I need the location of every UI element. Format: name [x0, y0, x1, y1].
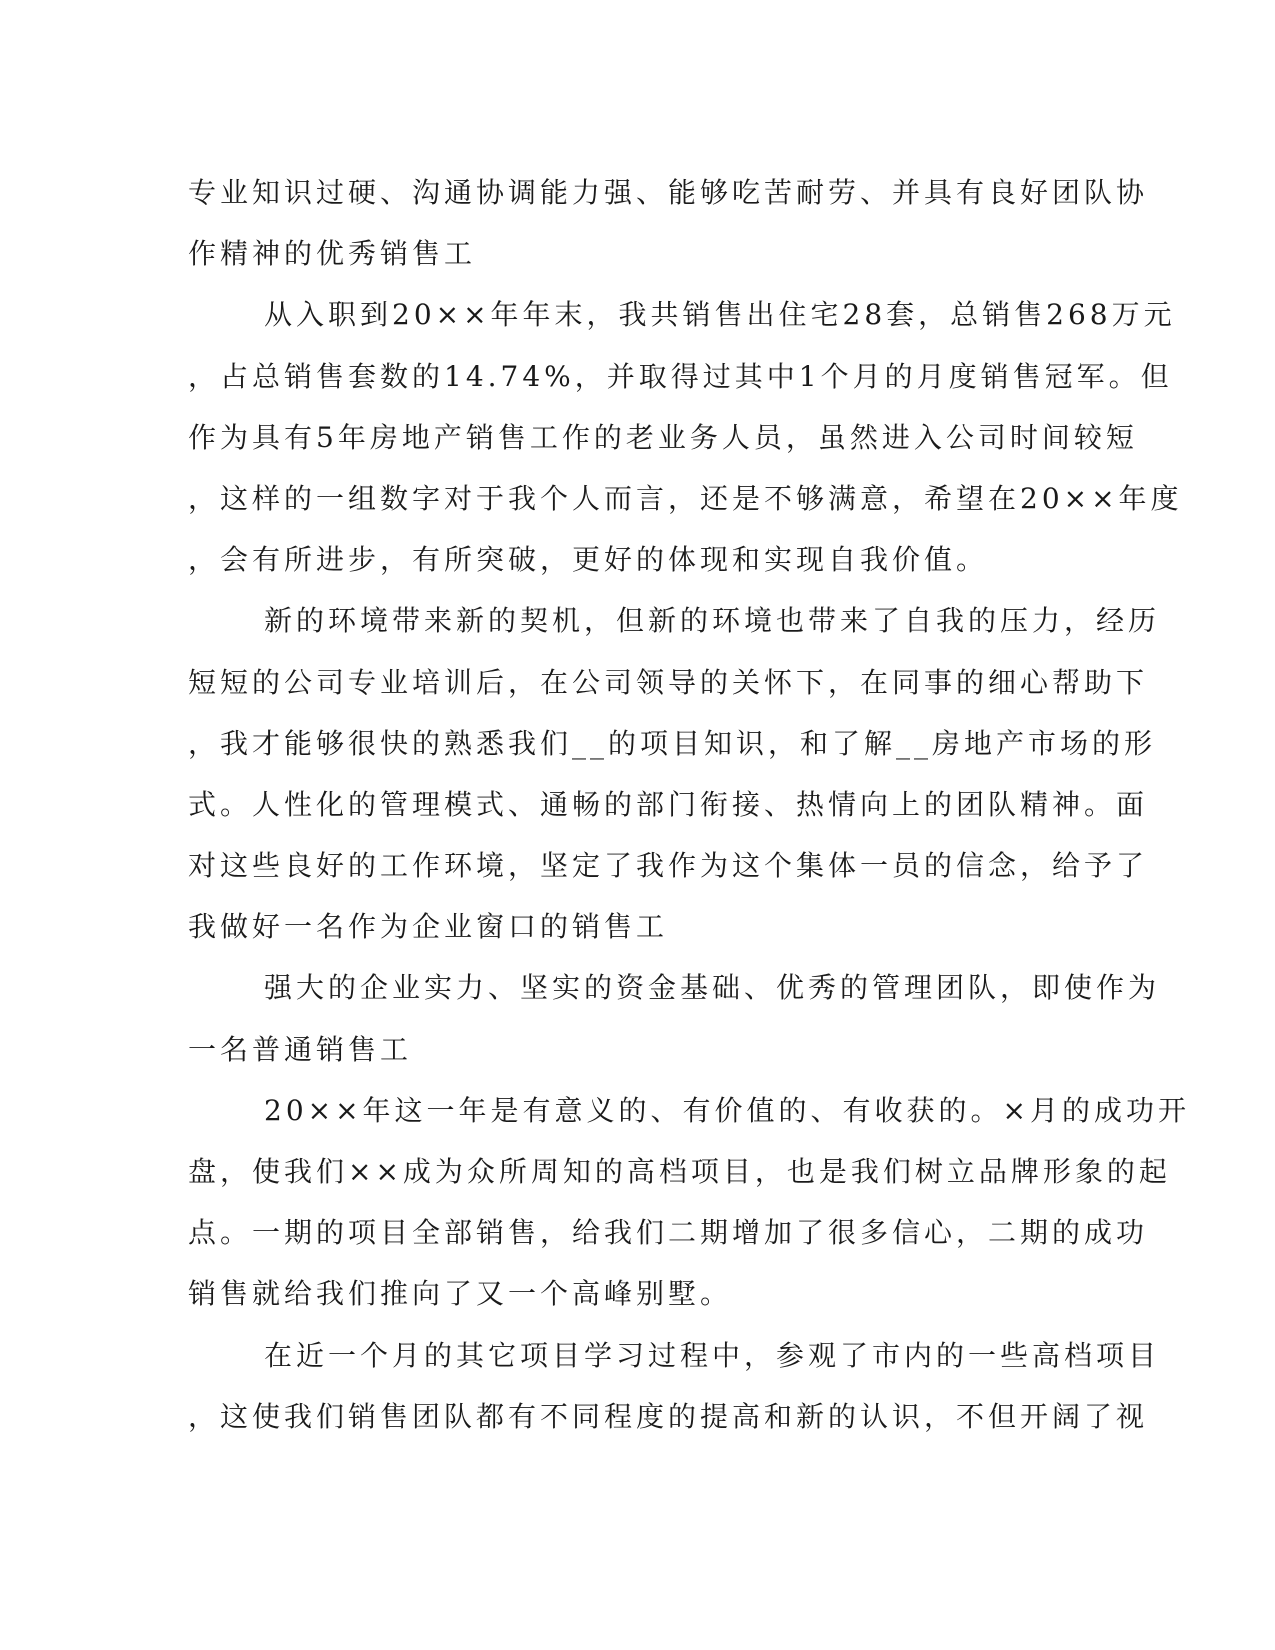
text-line: 短短的公司专业培训后，在公司领导的关怀下，在同事的细心帮助下 — [188, 665, 1149, 699]
text-line: 在近一个月的其它项目学习过程中，参观了市内的一些高档项目 — [264, 1338, 1161, 1372]
text-line: 盘，使我们××成为众所周知的高档项目，也是我们树立品牌形象的起 — [188, 1155, 1171, 1188]
text-line: 专业知识过硬、沟通协调能力强、能够吃苦耐劳、并具有良好团队协 — [188, 176, 1149, 209]
text-line: 式。人性化的管理模式、通畅的部门衔接、热情向上的团队精神。面 — [188, 787, 1149, 821]
text-line: 点。一期的项目全部销售，给我们二期增加了很多信心，二期的成功 — [188, 1216, 1149, 1250]
text-line: ，这样的一组数字对于我个人而言，还是不够满意，希望在20××年度 — [188, 481, 1183, 515]
text-line: 作为具有5年房地产销售工作的老业务人员，虽然进入公司时间较短 — [188, 420, 1138, 454]
text-line: 我做好一名作为企业窗口的销售工 — [188, 910, 669, 944]
text-line: 作精神的优秀销售工 — [188, 237, 477, 271]
text-line: 20××年这一年是有意义的、有价值的、有收获的。×月的成功开 — [264, 1093, 1191, 1127]
text-line: ，这使我们销售团队都有不同程度的提高和新的认识，不但开阔了视 — [188, 1399, 1149, 1433]
text-line: 销售就给我们推向了又一个高峰别墅。 — [188, 1277, 733, 1311]
body-text — [188, 162, 1191, 1447]
text-line: 对这些良好的工作环境，坚定了我作为这个集体一员的信念，给予了 — [188, 849, 1149, 883]
text-line: ，会有所进步，有所突破，更好的体现和实现自我价值。 — [188, 543, 989, 577]
text-line: 一名普通销售工 — [188, 1032, 413, 1066]
text-line: 新的环境带来新的契机，但新的环境也带来了自我的压力，经历 — [264, 604, 1161, 638]
text-line: 从入职到20××年年末，我共销售出住宅28套，总销售268万元 — [264, 298, 1176, 332]
text-line: 强大的企业实力、坚实的资金基础、优秀的管理团队，即使作为 — [264, 971, 1161, 1005]
text-line: ，占总销售套数的14.74%，并取得过其中1个月的月度销售冠军。但 — [188, 359, 1173, 393]
text-line: ，我才能够很快的熟悉我们__的项目知识，和了解__房地产市场的形 — [188, 726, 1157, 760]
